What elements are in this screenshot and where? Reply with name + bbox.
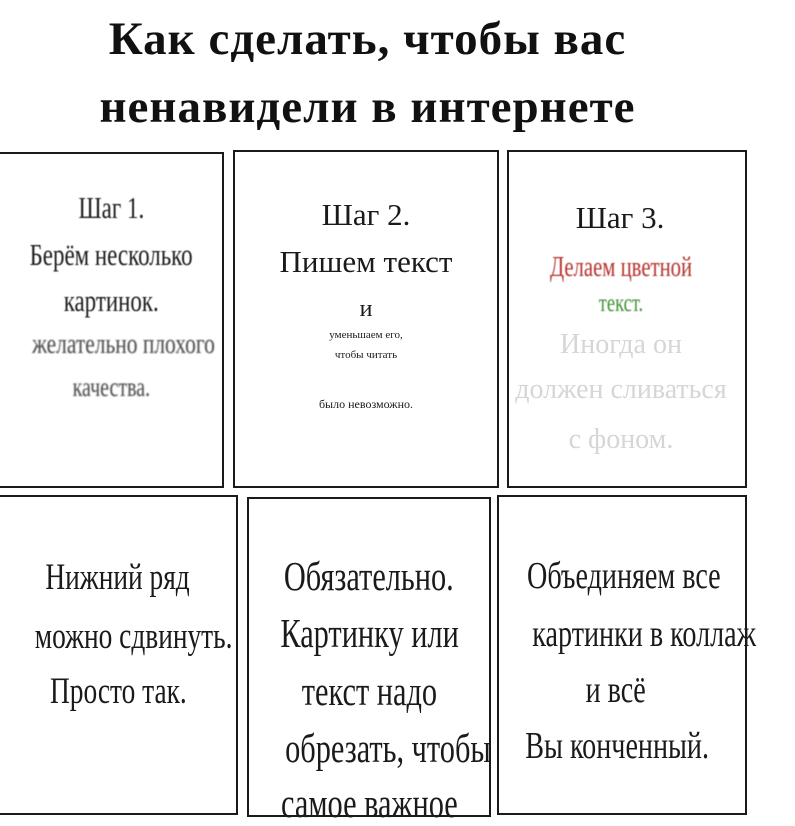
bottom-middle-line-2-text: Картинку или (280, 610, 459, 656)
step2-line-5: было невозможно. (318, 397, 414, 411)
step3-line-2-text: текст. (598, 290, 644, 317)
step1-line-1 (0, 239, 222, 270)
bottom-left-line-2-text: можно сдвинуть. (34, 616, 233, 657)
bottom-right-line-3 (493, 671, 739, 709)
step2-line-3: уменьшаем его, (329, 329, 403, 341)
step1-heading (0, 192, 222, 223)
bottom-left-line-1 (0, 559, 236, 596)
step3-line-2 (503, 291, 739, 316)
bottom-middle-line-1 (249, 553, 489, 599)
bottom-right-line-3-text: и всё (585, 669, 647, 711)
bottom-right-line-1 (493, 557, 739, 595)
step1-line-4 (0, 374, 222, 401)
step1-line-4-text: качества. (72, 372, 150, 402)
bottom-middle-line-4-text: обрезать, чтобы (285, 725, 491, 771)
step2-line-1: Пишем текст (279, 244, 453, 279)
bottom-middle-line-3-text: текст надо (301, 668, 437, 714)
bottom-left-line-3-text: Просто так. (49, 671, 187, 712)
bottom-right-line-1-text: Объединяем все (527, 555, 721, 597)
panel-step-3 (507, 150, 747, 488)
bottom-middle-line-5 (249, 780, 489, 826)
step2-line-2: и (359, 296, 373, 322)
step2-line-4: чтобы читать (334, 349, 398, 361)
step1-line-3-text: желательно плохого (32, 328, 215, 360)
step3-line-1 (503, 254, 739, 282)
step1-line-3 (0, 330, 222, 359)
bottom-right-line-2 (493, 613, 757, 655)
step1-heading-text: Шаг 1. (78, 190, 144, 225)
bottom-right-line-4 (493, 727, 739, 765)
page-title-line-2: ненавидели в интернете (99, 81, 636, 133)
bottom-middle-line-1-text: Обязательно. (284, 553, 454, 599)
step3-line-5: с фоном. (568, 424, 674, 455)
step2-heading: Шаг 2. (321, 197, 411, 232)
step1-line-2 (0, 285, 222, 316)
panel-bottom-middle (247, 497, 491, 826)
page-title-line-1: Как сделать, чтобы вас (108, 13, 627, 65)
bottom-right-line-4-text: Вы конченный. (525, 725, 709, 767)
bottom-left-line-3 (0, 673, 236, 710)
bottom-right-line-2-text: картинки в коллаж (532, 613, 757, 655)
step3-heading: Шаг 3. (575, 200, 665, 235)
panel-step-1 (0, 152, 224, 488)
panel-bottom-right (497, 495, 757, 815)
step1-line-2-text: картинок. (63, 283, 159, 318)
bottom-middle-line-2 (249, 610, 489, 656)
panel-bottom-left (0, 495, 238, 815)
step3-line-1-text: Делаем цветной (549, 252, 693, 283)
step3-line-3: Иногда он (560, 329, 682, 360)
bottom-middle-line-5-text: самое важное (280, 780, 458, 826)
bottom-middle-line-4 (249, 725, 491, 771)
bottom-left-line-1-text: Нижний ряд (45, 557, 191, 598)
step3-line-4: должен сливаться (515, 374, 727, 405)
bottom-left-line-2 (0, 618, 236, 655)
step1-line-1-text: Берём несколько (29, 237, 193, 272)
panel-step-2 (233, 150, 499, 488)
bottom-middle-line-3 (249, 668, 489, 714)
